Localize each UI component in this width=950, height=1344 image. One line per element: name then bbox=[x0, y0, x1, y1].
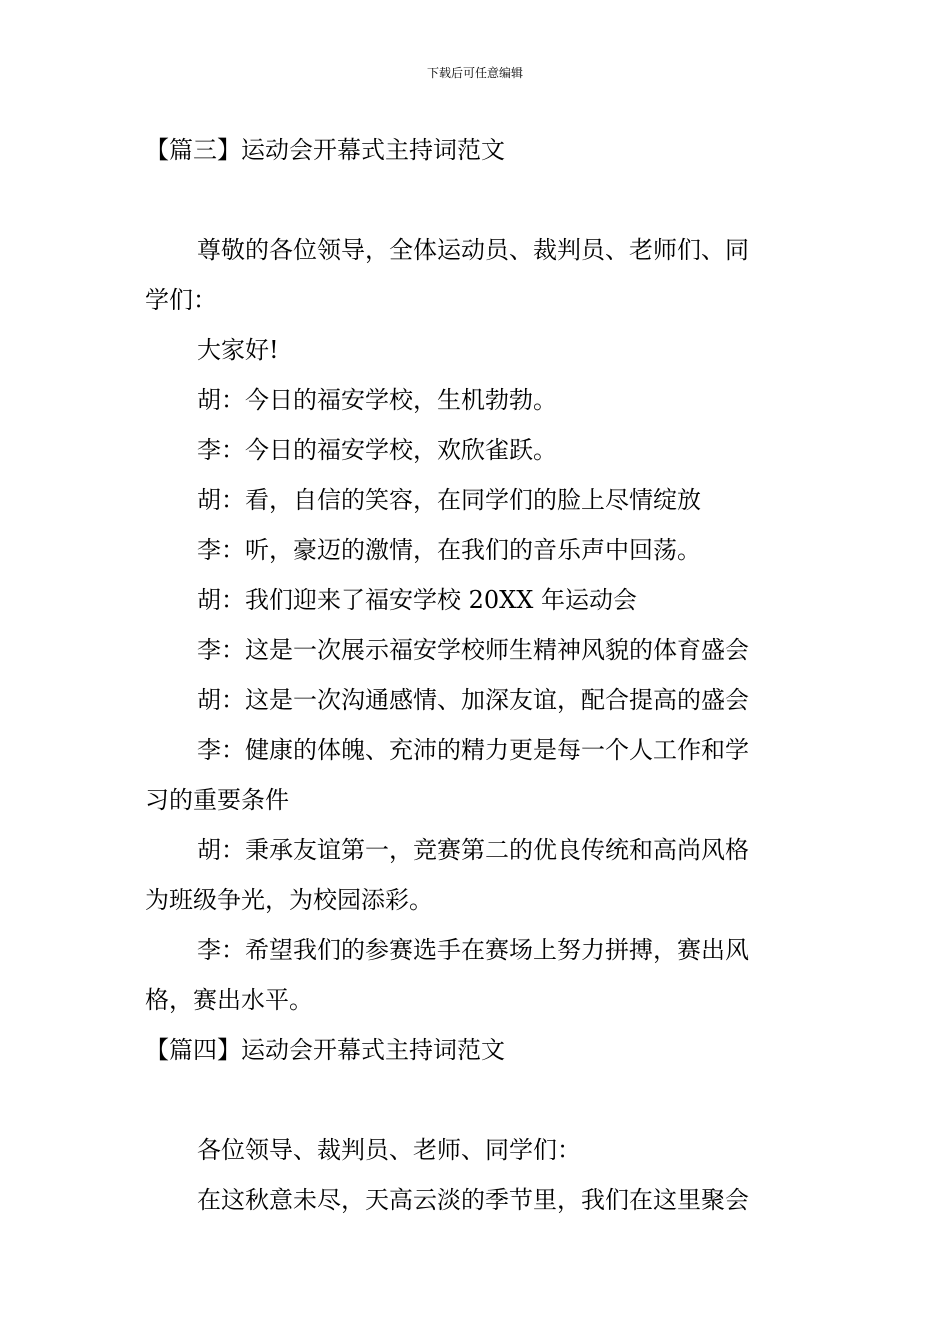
dialogue-line-continued: 格，赛出水平。 bbox=[145, 986, 313, 1014]
header-note: 下载后可任意编辑 bbox=[426, 66, 523, 80]
greeting-line-2: 学们： bbox=[145, 286, 217, 314]
dialogue-line-continued: 为班级争光，为校园添彩。 bbox=[145, 886, 433, 914]
dialogue-line: 李：这是一次展示福安学校师生精神风貌的体育盛会 bbox=[197, 636, 749, 664]
hello-line: 大家好! bbox=[197, 336, 279, 364]
section-title-3: 【篇三】运动会开幕式主持词范文 bbox=[145, 136, 505, 164]
greeting-line: 各位领导、裁判员、老师、同学们： bbox=[197, 1136, 581, 1164]
blank-line bbox=[145, 175, 810, 225]
dialogue-line: 胡：我们迎来了福安学校 20XX 年运动会 bbox=[197, 586, 637, 614]
dialogue-line: 胡：秉承友谊第一，竞赛第二的优良传统和高尚风格 bbox=[197, 836, 749, 864]
dialogue-line: 李：今日的福安学校，欢欣雀跃。 bbox=[197, 436, 557, 464]
dialogue-line: 李：健康的体魄、充沛的精力更是每一个人工作和学 bbox=[197, 736, 749, 764]
document-body bbox=[145, 125, 810, 1225]
blank-line bbox=[145, 1075, 810, 1125]
dialogue-line: 李：希望我们的参赛选手在赛场上努力拼搏，赛出风 bbox=[197, 936, 749, 964]
opening-line: 在这秋意未尽，天高云淡的季节里，我们在这里聚会 bbox=[197, 1186, 749, 1214]
dialogue-line: 李：听，豪迈的激情，在我们的音乐声中回荡。 bbox=[197, 536, 701, 564]
dialogue-line: 胡：这是一次沟通感情、加深友谊，配合提高的盛会 bbox=[197, 686, 749, 714]
section-title-4: 【篇四】运动会开幕式主持词范文 bbox=[145, 1036, 505, 1064]
greeting-line-1: 尊敬的各位领导，全体运动员、裁判员、老师们、同 bbox=[197, 236, 749, 264]
dialogue-line: 胡：今日的福安学校，生机勃勃。 bbox=[197, 386, 557, 414]
dialogue-line: 胡：看，自信的笑容，在同学们的脸上尽情绽放 bbox=[197, 486, 701, 514]
dialogue-line-continued: 习的重要条件 bbox=[145, 786, 289, 814]
